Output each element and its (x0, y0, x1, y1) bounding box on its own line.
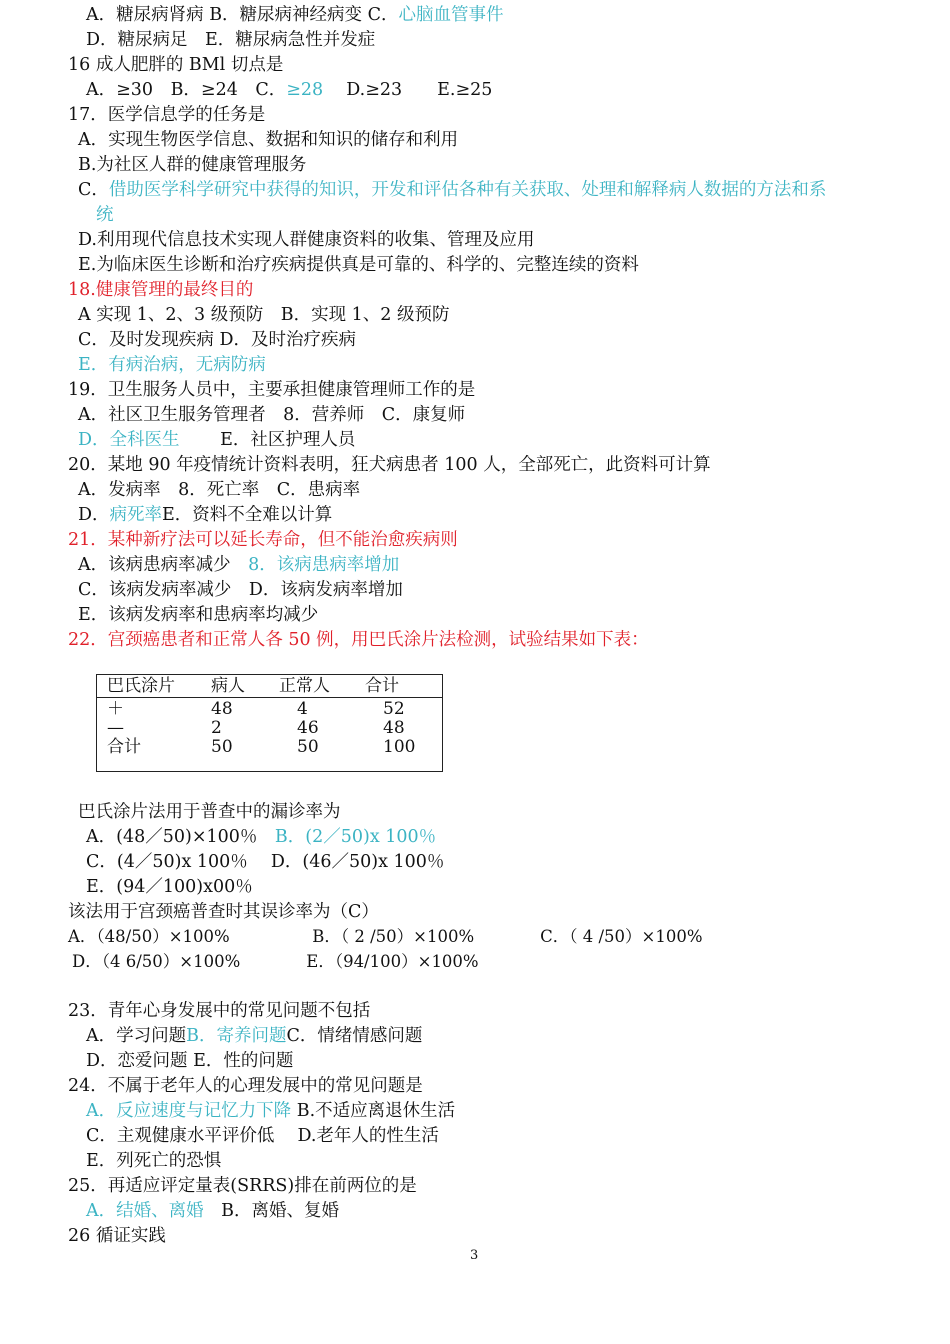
q22-sub2-options-de: D．（4 6/50）×100% E．（94/100）×100% (72, 952, 479, 971)
q19-options-abc: A．社区卫生服务管理者 8．营养师 C．康复师 (78, 405, 466, 425)
q25-options-ab: A．结婚、离婚 B．离婚、复婚 (86, 1201, 340, 1221)
q24-question: 24．不属于老年人的心理发展中的常见问题是 (68, 1076, 423, 1096)
q20-question: 20．某地 90 年疫情统计资料表明，狂犬病患者 100 人，全部死亡，此资料可计算 (68, 455, 711, 475)
table-cell: 4 (297, 699, 308, 719)
table-header-cell: 正常人 (279, 676, 330, 696)
table-header-cell: 病人 (211, 676, 245, 696)
table-cell: 48 (383, 718, 405, 738)
q24-option-e: E．列死亡的恐惧 (86, 1151, 222, 1171)
answer-highlight: B．寄养问题 (186, 1026, 287, 1046)
answer-highlight: 病死率 (109, 505, 163, 525)
table-cell: 52 (383, 699, 405, 719)
q23-options-abc: A．学习问题B．寄养问题C．情绪情感问题 (86, 1026, 423, 1046)
q18-options-cd: C．及时发现疾病 D．及时治疗疾病 (78, 330, 356, 350)
page-number: 3 (470, 1248, 479, 1263)
table-cell: 50 (211, 737, 233, 757)
table-header-cell: 巴氏涂片 (107, 676, 175, 696)
answer-highlight: B．(2／50)x 100％ (274, 827, 437, 847)
table-cell: ＋ (107, 699, 124, 719)
q22-question: 22．宫颈癌患者和正常人各 50 例，用巴氏涂片法检测，试验结果如下表： (68, 630, 649, 650)
table-cell: — (107, 718, 124, 738)
answer-highlight: A．反应速度与记忆力下降 (86, 1101, 292, 1121)
answer-highlight: 借助医学科学研究中获得的知识，开发和评估各种有关获取、处理和解释病人数据的方法和系 (108, 180, 827, 200)
answer-highlight: D．全科医生 (78, 430, 180, 450)
q17-option-e: E.为临床医生诊断和治疗疾病提供真是可靠的、科学的、完整连续的资料 (78, 255, 639, 275)
answer-highlight: 8．该病患病率增加 (248, 555, 400, 575)
table-cell: 50 (297, 737, 319, 757)
q25-question: 25．再适应评定量表(SRRS)排在前两位的是 (68, 1176, 417, 1196)
q19-options-de: D．全科医生 E．社区护理人员 (78, 430, 356, 450)
q17-option-d: D.利用现代信息技术实现人群健康资料的收集、管理及应用 (78, 230, 535, 250)
table-cell: 2 (211, 718, 222, 738)
q22-sub1-options-ab: A．(48／50)×100％ B．(2／50)x 100％ (86, 827, 437, 847)
q16-options: A．≥30 B．≥24 C．≥28 D.≥23 E.≥25 (86, 80, 493, 100)
pap-smear-table (96, 674, 443, 772)
q18-question: 18.健康管理的最终目的 (68, 280, 254, 300)
q18-options-ab: A 实现 1、2、3 级预防 B．实现 1、2 级预防 (78, 305, 450, 325)
q22-sub2-question: 该法用于宫颈癌普查时其误诊率为（C） (68, 902, 379, 922)
q17-option-c-continued: 统 (96, 205, 114, 225)
q22-sub1-question: 巴氏涂片法用于普查中的漏诊率为 (78, 802, 341, 822)
table-cell: 合计 (107, 737, 141, 757)
q21-options-ab: A．该病患病率减少 8．该病患病率增加 (78, 555, 400, 575)
q26-question: 26 循证实践 (68, 1226, 166, 1246)
q16-question: 16 成人肥胖的 BMl 切点是 (68, 55, 284, 75)
q20-options-de: D．病死率E．资料不全难以计算 (78, 505, 333, 525)
q17-option-a: A．实现生物医学信息、数据和知识的储存和利用 (78, 130, 459, 150)
q22-sub1-option-e: E．(94／100)x00％ (86, 877, 253, 897)
q17-option-c: C．借助医学科学研究中获得的知识，开发和评估各种有关获取、处理和解释病人数据的方法和系 (78, 180, 827, 200)
q19-question: 19．卫生服务人员中，主要承担健康管理师工作的是 (68, 380, 476, 400)
q22-sub1-options-cd: C．(4／50)x 100％ D．(46／50)x 100％ (86, 852, 445, 872)
table-header-cell: 合计 (365, 676, 399, 696)
answer-highlight: ≥28 (286, 80, 324, 100)
q24-options-cd: C．主观健康水平评价低 D.老年人的性生活 (86, 1126, 439, 1146)
q22-sub2-options-abc: A．（48/50）×100% B．（ 2 /50）×100% C．（ 4 /50）×100% (68, 927, 703, 946)
answer-highlight: A．结婚、离婚 (86, 1201, 204, 1221)
table-cell: 100 (383, 737, 416, 757)
table-cell: 48 (211, 699, 233, 719)
table-header-divider (97, 697, 442, 698)
answer-highlight: 心脑血管事件 (398, 5, 504, 25)
q23-options-de: D．恋爱问题 E．性的问题 (86, 1051, 294, 1071)
q24-options-ab: A．反应速度与记忆力下降 B.不适应离退休生活 (86, 1101, 456, 1121)
q18-option-e: E．有病治病，无病防病 (78, 355, 266, 375)
q17-question: 17．医学信息学的任务是 (68, 105, 266, 125)
q23-question: 23．青年心身发展中的常见问题不包括 (68, 1001, 371, 1021)
q17-option-b: B.为社区人群的健康管理服务 (78, 155, 307, 175)
q21-options-cd: C．该病发病率减少 D．该病发病率增加 (78, 580, 403, 600)
q20-options-abc: A．发病率 8．死亡率 C．患病率 (78, 480, 361, 500)
q15-options-line1: A．糖尿病肾病 B．糖尿病神经病变 C．心脑血管事件 (86, 5, 504, 25)
q21-option-e: E．该病发病率和患病率均减少 (78, 605, 319, 625)
q15-options-line2: D．糖尿病足 E．糖尿病急性并发症 (86, 30, 376, 50)
q21-question: 21．某种新疗法可以延长寿命，但不能治愈疾病则 (68, 530, 458, 550)
table-cell: 46 (297, 718, 319, 738)
